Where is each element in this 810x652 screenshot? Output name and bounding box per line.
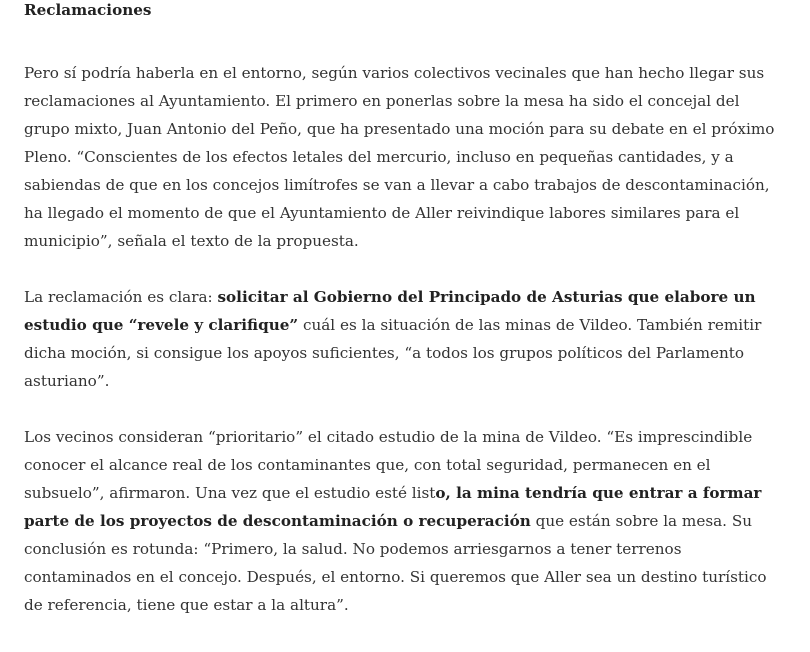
paragraph-2-text-end: cuál es la situación de las minas de Vildeo. También remitir dicha moción, si consigue los apoyos suficientes, “a todos los grupos políticos del Parlamento asturiano”. [24, 316, 762, 390]
paragraph-1 [24, 59, 784, 255]
paragraph-2 [24, 283, 784, 395]
article-body [24, 0, 784, 619]
paragraph-3-bold-text: o, la mina tendría que entrar a formar parte de los proyectos de descontaminación o recuperación [24, 484, 762, 530]
paragraph-1-text: Pero sí podría haberla en el entorno, según varios colectivos vecinales que han hecho llegar sus reclamaciones al Ayuntamiento. El primero en ponerlas sobre la mesa ha sido el concejal del grupo mixto, Juan Antonio del Peño, que ha presentado una moción para su debate en el próximo Pleno. “Conscientes de los efectos letales del mercurio, incluso en pequeñas cantidades, y a sabiendas de que en los concejos limítrofes se van a llevar a cabo trabajos de descontaminación, ha llegado el momento de que el Ayuntamiento de Aller reivindique labores similares para el municipio”, señala el texto de la propuesta. [24, 64, 775, 250]
paragraph-3-text-end: que están sobre la mesa. Su conclusión es rotunda: “Primero, la salud. No podemos arriesgarnos a tener terrenos contaminados en el concejo. Después, el entorno. Si queremos que Aller sea un destino turístico de referencia, tiene que estar a la altura”. [24, 512, 767, 614]
paragraph-2-text-start: La reclamación es clara: [24, 288, 218, 306]
section-heading: Reclamaciones [24, 1, 152, 19]
paragraph-3 [24, 423, 784, 619]
paragraph-2-bold-text: solicitar al Gobierno del Principado de Asturias que elabore un estudio que “revele y clarifique” [24, 288, 756, 334]
paragraph-3-text-start: Los vecinos consideran “prioritario” el citado estudio de la mina de Vildeo. “Es imprescindible conocer el alcance real de los contaminantes que, con total seguridad, permanecen en el subsuelo”, afirmaron. Una vez que el estudio esté list [24, 428, 753, 502]
